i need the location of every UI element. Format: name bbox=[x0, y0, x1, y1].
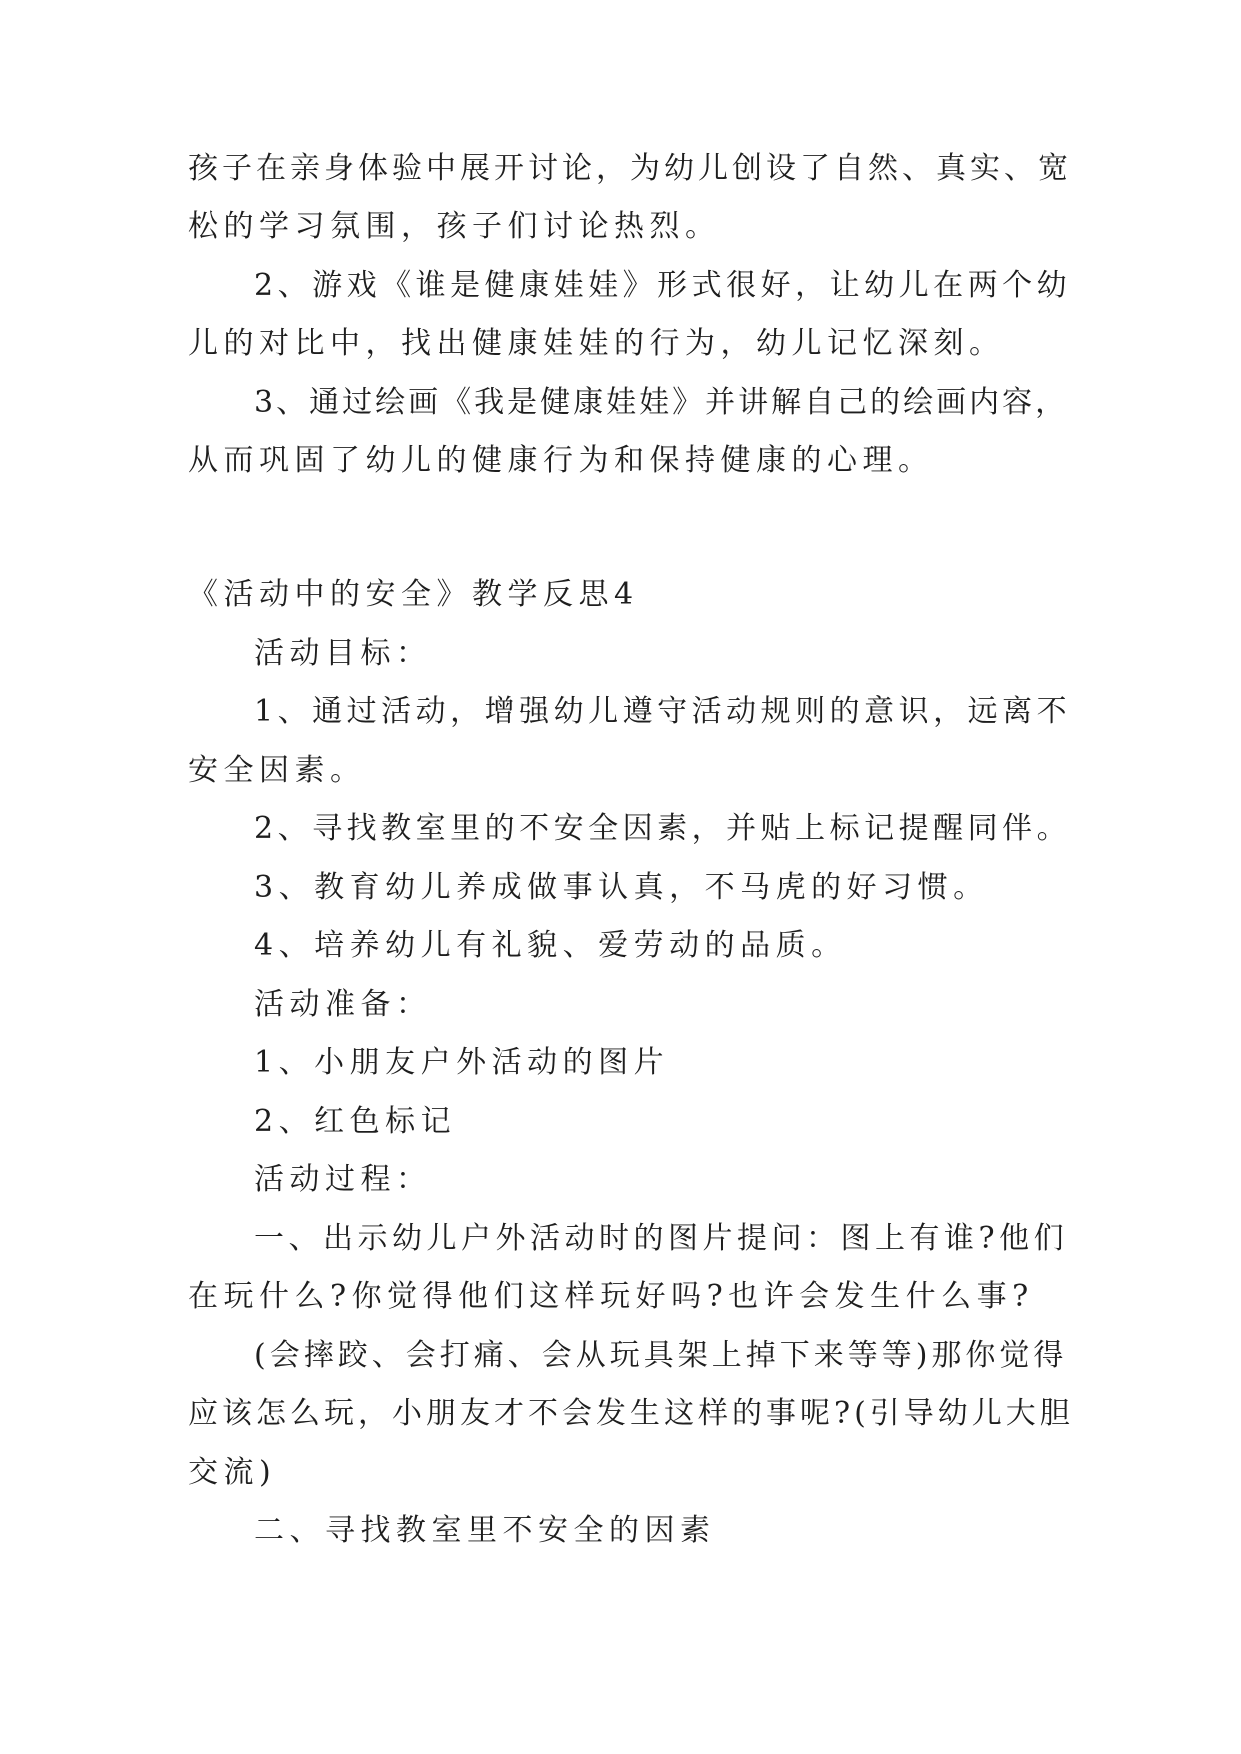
text-line: 交流) bbox=[188, 1455, 277, 1490]
text-line: (会摔跤、会打痛、会从玩具架上掉下来等等)那你觉得 bbox=[254, 1338, 1068, 1373]
text-line: 2、寻找教室里的不安全因素，并贴上标记提醒同伴。 bbox=[254, 811, 1072, 846]
text-line: 2、游戏《谁是健康娃娃》形式很好，让幼儿在两个幼 bbox=[254, 268, 1072, 303]
text-line: 安全因素。 bbox=[188, 753, 366, 788]
text-line: 应该怎么玩，小朋友才不会发生这样的事呢?(引导幼儿大胆 bbox=[188, 1396, 1074, 1431]
text-line: 孩子在亲身体验中展开讨论，为幼儿创设了自然、真实、宽 bbox=[188, 151, 1072, 186]
text-line: 儿的对比中，找出健康娃娃的行为，幼儿记忆深刻。 bbox=[188, 326, 1005, 361]
text-line: 松的学习氛围，孩子们讨论热烈。 bbox=[188, 209, 721, 244]
text-line: 1、小朋友户外活动的图片 bbox=[254, 1045, 670, 1080]
text-line: 活动准备： bbox=[254, 987, 432, 1022]
section-heading: 《活动中的安全》教学反思4 bbox=[188, 577, 639, 612]
text-line: 4、培养幼儿有礼貌、爱劳动的品质。 bbox=[254, 928, 847, 963]
text-line: 3、教育幼儿养成做事认真，不马虎的好习惯。 bbox=[254, 870, 989, 905]
text-line: 从而巩固了幼儿的健康行为和保持健康的心理。 bbox=[188, 443, 934, 478]
text-line: 2、红色标记 bbox=[254, 1104, 457, 1139]
text-line: 在玩什么?你觉得他们这样玩好吗?也许会发生什么事? bbox=[188, 1279, 1034, 1314]
text-line: 1、通过活动，增强幼儿遵守活动规则的意识，远离不 bbox=[254, 694, 1072, 729]
text-line: 3、通过绘画《我是健康娃娃》并讲解自己的绘画内容， bbox=[254, 385, 1069, 420]
text-line: 一、出示幼儿户外活动时的图片提问：图上有谁?他们 bbox=[254, 1221, 1069, 1256]
text-line: 活动目标： bbox=[254, 636, 432, 671]
text-line: 二、寻找教室里不安全的因素 bbox=[254, 1513, 716, 1548]
text-line: 活动过程： bbox=[254, 1162, 432, 1197]
